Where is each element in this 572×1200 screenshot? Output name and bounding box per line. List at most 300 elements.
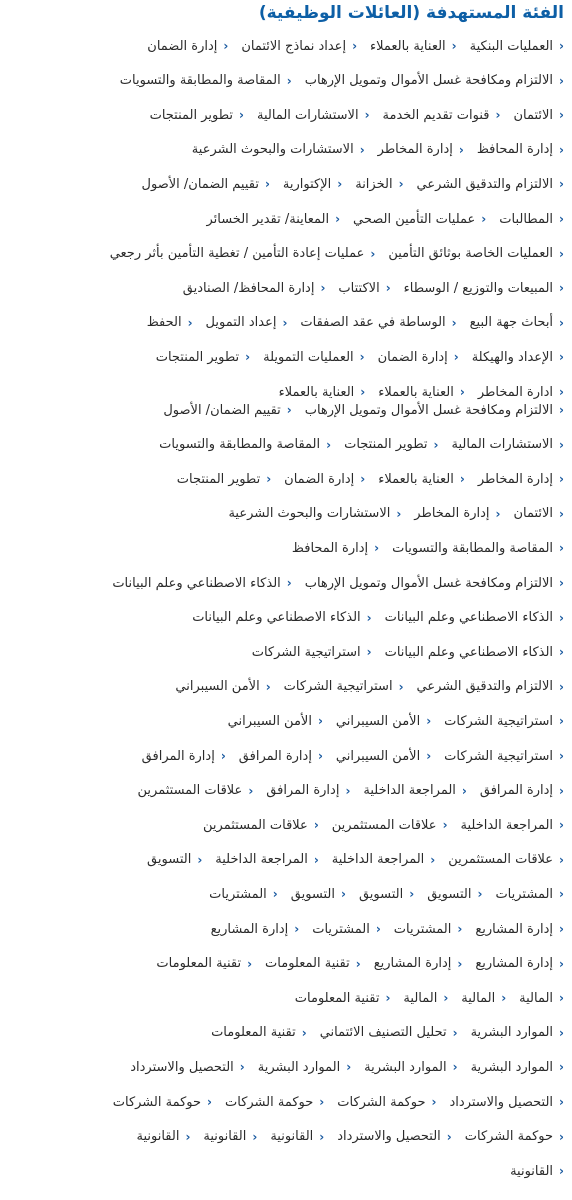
list-item — [470, 315, 564, 330]
list-row — [0, 1055, 564, 1079]
list-item-label: المطالبات — [499, 211, 554, 227]
list-item-label: تقنية المعلومات — [294, 990, 380, 1006]
list-item — [388, 246, 564, 261]
list-row — [0, 103, 564, 127]
chevron-left-icon: ‹ — [245, 350, 251, 365]
chevron-left-icon: ‹ — [319, 1095, 325, 1109]
list-item-label: إدارة المحافظ — [291, 540, 369, 556]
chevron-left-icon: ‹ — [559, 403, 564, 417]
list-row — [0, 69, 564, 93]
list-item-label: الائتمان — [513, 107, 554, 123]
list-item — [364, 1060, 457, 1075]
list-item-label: إدارة المرافق — [238, 748, 312, 764]
chevron-left-icon: ‹ — [559, 1129, 564, 1144]
list-item — [203, 818, 319, 833]
list-item — [336, 714, 431, 729]
list-item — [336, 749, 431, 764]
chevron-left-icon: ‹ — [559, 922, 564, 936]
list-item-label: تقنية المعلومات — [156, 956, 242, 972]
list-item-label: القانونية — [136, 1129, 180, 1145]
list-item — [300, 315, 456, 330]
list-row — [0, 242, 564, 266]
chevron-left-icon: ‹ — [559, 506, 564, 521]
list-item-label: إدارة المشاريع — [475, 921, 554, 937]
list-item — [385, 645, 564, 660]
chevron-left-icon: ‹ — [398, 177, 404, 192]
chevron-left-icon: ‹ — [442, 818, 448, 833]
list-item-label: إدارة المرافق — [141, 748, 215, 764]
list-item-label: حوكمة الشركات — [225, 1094, 314, 1110]
chevron-left-icon: ‹ — [559, 1095, 564, 1109]
chevron-left-icon: ‹ — [559, 887, 564, 902]
chevron-left-icon: ‹ — [559, 956, 564, 971]
chevron-left-icon: ‹ — [457, 922, 463, 936]
chevron-left-icon: ‹ — [385, 991, 391, 1006]
list-item — [414, 506, 500, 521]
chevron-left-icon: ‹ — [559, 783, 564, 798]
list-item — [156, 956, 252, 971]
chevron-left-icon: ‹ — [409, 887, 415, 902]
list-item — [378, 472, 465, 487]
list-item — [355, 177, 403, 192]
list-item-label: الائتمان — [513, 506, 554, 522]
list-row — [0, 744, 564, 768]
list-row — [0, 882, 564, 906]
list-item — [257, 108, 370, 123]
list-item-label: الموارد البشرية — [257, 1059, 341, 1075]
list-item-label: التسويق — [147, 852, 192, 868]
chevron-left-icon: ‹ — [364, 108, 370, 123]
chevron-left-icon: ‹ — [426, 714, 432, 729]
list-item-label: إدارة المحافظ — [476, 142, 554, 158]
list-item — [513, 506, 564, 521]
list-item — [417, 177, 564, 192]
list-item — [177, 472, 271, 487]
list-item — [147, 852, 202, 867]
list-item — [130, 1060, 245, 1075]
list-item — [385, 610, 564, 625]
list-row — [0, 34, 564, 58]
list-item — [444, 714, 564, 729]
list-item — [291, 887, 346, 902]
list-item — [136, 1129, 190, 1144]
list-item-label: الاستشارات والبحوث الشرعية — [228, 506, 391, 522]
list-item-label: التسويق — [290, 886, 336, 902]
chevron-left-icon: ‹ — [326, 437, 332, 452]
chevron-left-icon: ‹ — [559, 749, 564, 763]
list-item — [394, 922, 463, 937]
chevron-left-icon: ‹ — [345, 783, 351, 798]
list-item-label: المراجعة الداخلية — [215, 852, 308, 868]
list-item-label: استراتيجية الشركات — [251, 644, 361, 660]
list-item — [471, 1060, 564, 1075]
list-item-label: حوكمة الشركات — [337, 1094, 426, 1110]
list-row — [0, 709, 564, 733]
list-row — [0, 1125, 564, 1149]
list-item — [359, 887, 414, 902]
chevron-left-icon: ‹ — [252, 1129, 258, 1144]
chevron-left-icon: ‹ — [248, 783, 254, 798]
list-item — [383, 108, 501, 123]
list-row — [0, 536, 564, 560]
list-item — [378, 350, 459, 365]
list-item — [471, 1025, 564, 1040]
list-item — [225, 1095, 324, 1110]
list-item-label: العمليات التمويلة — [263, 349, 354, 365]
list-item-label: إدارة المرافق — [479, 783, 554, 799]
list-item — [404, 281, 564, 296]
list-row — [0, 571, 564, 595]
list-item — [305, 73, 564, 88]
list-item — [206, 315, 288, 330]
list-item — [211, 922, 300, 937]
list-item-label: إدارة الضمان — [377, 349, 448, 365]
list-item-label: إدارة الضمان — [147, 38, 218, 54]
list-item-label: إدارة المشاريع — [210, 921, 289, 937]
chevron-left-icon: ‹ — [247, 956, 253, 971]
list-item — [147, 315, 193, 330]
list-row — [0, 606, 564, 630]
list-row — [0, 640, 564, 664]
list-item — [175, 679, 270, 694]
chevron-left-icon: ‹ — [559, 576, 564, 590]
chevron-left-icon: ‹ — [433, 437, 439, 452]
chevron-left-icon: ‹ — [313, 818, 319, 833]
chevron-left-icon: ‹ — [495, 108, 501, 123]
list-item-label: العناية بالعملاء — [278, 384, 355, 400]
list-item — [183, 281, 326, 296]
list-item-label: تقييم الضمان/ الأصول — [141, 176, 259, 192]
chevron-left-icon: ‹ — [559, 645, 564, 660]
list-row — [0, 1159, 564, 1183]
list-item-label: تطوير المنتجات — [149, 107, 234, 123]
list-item — [258, 1060, 351, 1075]
list-item — [477, 142, 564, 157]
list-item-label: الأمن السيبراني — [175, 679, 260, 695]
list-item — [211, 1025, 307, 1040]
list-item — [284, 679, 404, 694]
chevron-left-icon: ‹ — [559, 1164, 564, 1179]
list-item-label: المشتريات — [312, 921, 370, 937]
list-item-label: التحصيل والاسترداد — [337, 1129, 441, 1145]
list-item-label: التسويق — [358, 886, 404, 902]
list-item-label: إدارة المحافظ/ الصناديق — [182, 280, 315, 296]
chevron-left-icon: ‹ — [559, 714, 564, 729]
chevron-left-icon: ‹ — [453, 350, 459, 365]
chevron-left-icon: ‹ — [446, 1129, 452, 1144]
list-item-label: الأمن السيبراني — [227, 713, 312, 729]
list-item — [450, 1095, 565, 1110]
list-item-label: القانونية — [270, 1129, 314, 1145]
list-item-label: الاستشارات المالية — [451, 437, 554, 453]
chevron-left-icon: ‹ — [495, 506, 501, 521]
list-item-label: الالتزام ومكافحة غسل الأموال وتمويل الإرهاب — [304, 73, 554, 89]
chevron-left-icon: ‹ — [559, 212, 564, 226]
list-item — [344, 437, 438, 452]
list-row — [0, 467, 564, 491]
list-item-label: الالتزام ومكافحة غسل الأموال وتمويل الإرهاب — [304, 402, 554, 418]
chevron-left-icon: ‹ — [559, 610, 564, 625]
list-item — [142, 749, 226, 764]
list-item-label: الذكاء الاصطناعي وعلم البيانات — [384, 610, 554, 626]
list-item — [478, 472, 564, 487]
chevron-left-icon: ‹ — [559, 679, 564, 694]
chevron-left-icon: ‹ — [239, 1060, 245, 1075]
list-item — [263, 350, 365, 365]
chevron-left-icon: ‹ — [352, 39, 358, 53]
list-item-label: إدارة المخاطر — [377, 142, 453, 158]
chevron-left-icon: ‹ — [239, 108, 244, 123]
chevron-left-icon: ‹ — [207, 1095, 212, 1109]
list-item — [510, 1164, 564, 1179]
list-item — [156, 350, 250, 365]
list-item-label: المعاينة/ تقدير الخسائر — [206, 211, 330, 227]
list-item — [206, 212, 340, 227]
list-item-label: الالتزام والتدقيق الشرعي — [416, 679, 554, 695]
list-item-label: إعداد التمويل — [205, 315, 277, 331]
list-item — [513, 108, 564, 123]
list-item — [353, 212, 486, 227]
list-item — [228, 714, 323, 729]
chevron-left-icon: ‹ — [197, 852, 203, 867]
chevron-left-icon: ‹ — [264, 177, 270, 192]
list-item-label: المشتريات — [495, 886, 554, 902]
chevron-left-icon: ‹ — [375, 922, 381, 936]
chevron-left-icon: ‹ — [374, 541, 380, 556]
list-item — [215, 852, 318, 867]
chevron-left-icon: ‹ — [360, 472, 366, 487]
chevron-left-icon: ‹ — [320, 281, 326, 296]
list-item-label: العناية بالعملاء — [370, 38, 446, 54]
list-item — [332, 818, 448, 833]
list-item — [239, 749, 323, 764]
list-item — [120, 73, 292, 88]
list-item-label: الاستشارات والبحوث الشرعية — [191, 142, 354, 158]
list-item — [475, 922, 564, 937]
list-item — [403, 991, 448, 1006]
chevron-left-icon: ‹ — [313, 852, 319, 867]
list-item — [284, 472, 365, 487]
list-item-label: التحصيل والاسترداد — [130, 1059, 234, 1075]
list-item — [203, 1129, 257, 1144]
chevron-left-icon: ‹ — [265, 679, 271, 694]
list-item-label: المالية — [403, 990, 438, 1006]
list-item-label: الموارد البشرية — [470, 1025, 554, 1041]
chevron-left-icon: ‹ — [220, 749, 226, 763]
list-row — [0, 848, 564, 872]
list-item-label: الموارد البشرية — [364, 1059, 447, 1075]
chevron-left-icon: ‹ — [559, 385, 564, 399]
list-item-label: إدارة الضمان — [284, 471, 355, 487]
chevron-left-icon: ‹ — [370, 246, 376, 261]
chevron-left-icon: ‹ — [452, 1025, 458, 1040]
list-item-label: المقاصة والمطابقة والتسويات — [392, 540, 554, 556]
list-item — [113, 1095, 212, 1110]
list-row — [0, 207, 564, 231]
section-title: الفئة المستهدفة (العائلات الوظيفية) — [258, 3, 564, 23]
list-item — [159, 437, 331, 452]
list-item-label: المقاصة والمطابقة والتسويات — [119, 73, 281, 89]
list-item-label: الأمن السيبراني — [335, 713, 421, 729]
list-item — [519, 991, 564, 1006]
list-item — [472, 350, 564, 365]
list-item-label: عمليات إعادة التأمين / تغطية التأمين بأثر رجعي — [109, 246, 365, 262]
list-row — [0, 345, 564, 369]
chevron-left-icon: ‹ — [185, 1129, 191, 1144]
list-item — [461, 818, 564, 833]
list-item — [150, 108, 244, 123]
list-item-label: علاقات المستثمرين — [448, 852, 554, 868]
list-item-label: استراتيجية الشركات — [444, 748, 554, 764]
chevron-left-icon: ‹ — [396, 506, 402, 521]
chevron-left-icon: ‹ — [430, 852, 436, 867]
list-row — [0, 398, 564, 422]
chevron-left-icon: ‹ — [559, 246, 564, 261]
list-item — [266, 783, 350, 798]
chevron-left-icon: ‹ — [452, 1060, 458, 1075]
list-item — [209, 887, 278, 902]
list-item-label: حوكمة الشركات — [464, 1129, 554, 1145]
chevron-left-icon: ‹ — [366, 645, 372, 660]
chevron-left-icon: ‹ — [223, 39, 229, 53]
list-item-label: المالية — [461, 990, 496, 1006]
chevron-left-icon: ‹ — [272, 887, 278, 902]
list-item-label: المالية — [519, 990, 554, 1006]
list-row — [0, 952, 564, 976]
chevron-left-icon: ‹ — [359, 142, 365, 157]
list-item — [110, 246, 376, 261]
list-item-label: الذكاء الاصطناعي وعلم البيانات — [384, 644, 554, 660]
list-item-label: عمليات التأمين الصحي — [353, 211, 476, 227]
list-item-label: تحليل التصنيف الائتماني — [319, 1025, 447, 1041]
list-item-label: التحصيل والاسترداد — [449, 1094, 554, 1110]
list-item — [451, 437, 564, 452]
chevron-left-icon: ‹ — [501, 991, 507, 1006]
chevron-left-icon: ‹ — [317, 714, 323, 729]
list-item-label: إدارة المخاطر — [414, 506, 490, 522]
chevron-left-icon: ‹ — [559, 991, 564, 1006]
list-item-label: تطوير المنتجات — [344, 437, 428, 453]
list-item — [475, 956, 564, 971]
list-item-label: حوكمة الشركات — [112, 1094, 202, 1110]
chevron-left-icon: ‹ — [317, 749, 323, 763]
chevron-left-icon: ‹ — [451, 315, 457, 330]
list-row — [0, 138, 564, 162]
chevron-left-icon: ‹ — [559, 315, 564, 330]
list-item — [228, 506, 401, 521]
list-item-label: الالتزام والتدقيق الشرعي — [416, 176, 554, 192]
list-row — [0, 675, 564, 699]
chevron-left-icon: ‹ — [559, 108, 564, 123]
list-item-label: إدارة المرافق — [266, 783, 340, 799]
list-item-label: الإكتوارية — [282, 176, 332, 192]
list-item-label: الحفظ — [146, 315, 182, 331]
list-item — [138, 783, 254, 798]
list-item-label: العناية بالعملاء — [378, 471, 454, 487]
list-item — [270, 1129, 324, 1144]
list-row — [0, 1021, 564, 1045]
list-item-label: تطوير المنتجات — [176, 471, 261, 487]
list-item — [470, 39, 564, 54]
chevron-left-icon: ‹ — [559, 437, 564, 452]
chevron-left-icon: ‹ — [458, 142, 464, 157]
chevron-left-icon: ‹ — [559, 39, 564, 53]
list-item-label: علاقات المستثمرين — [331, 817, 437, 833]
chevron-left-icon: ‹ — [559, 142, 564, 157]
list-item-label: الالتزام ومكافحة غسل الأموال وتمويل الإرهاب — [304, 575, 554, 591]
list-item-label: العناية بالعملاء — [378, 384, 454, 400]
list-item — [337, 1095, 436, 1110]
chevron-left-icon: ‹ — [355, 956, 361, 971]
chevron-left-icon: ‹ — [286, 403, 292, 417]
list-item-label: إدارة المشاريع — [475, 956, 554, 972]
list-item-label: المراجعة الداخلية — [460, 817, 554, 833]
chevron-left-icon: ‹ — [341, 887, 346, 902]
chevron-left-icon: ‹ — [346, 1060, 352, 1075]
list-item-label: تقنية المعلومات — [265, 956, 350, 972]
list-item — [252, 645, 372, 660]
chevron-left-icon: ‹ — [459, 385, 465, 399]
list-item-label: المراجعة الداخلية — [331, 852, 425, 868]
chevron-left-icon: ‹ — [559, 818, 564, 833]
list-item-label: علاقات المستثمرين — [203, 817, 308, 833]
chevron-left-icon: ‹ — [461, 783, 467, 798]
list-row — [0, 172, 564, 196]
chevron-left-icon: ‹ — [559, 541, 564, 556]
list-item-label: العمليات الخاصة بوثائق التأمين — [388, 246, 554, 262]
list-row — [0, 311, 564, 335]
list-item — [192, 610, 371, 625]
list-item-label: إعداد نماذج الائتمان — [241, 38, 347, 54]
chevron-left-icon: ‹ — [459, 472, 465, 487]
chevron-left-icon: ‹ — [559, 281, 564, 296]
chevron-left-icon: ‹ — [286, 576, 292, 590]
chevron-left-icon: ‹ — [559, 1060, 564, 1075]
list-item — [283, 177, 342, 192]
list-item-label: المشتريات — [393, 921, 452, 937]
list-row — [0, 986, 564, 1010]
chevron-left-icon: ‹ — [187, 315, 193, 330]
list-item-label: المراجعة الداخلية — [363, 783, 456, 799]
list-item — [480, 783, 564, 798]
list-row — [0, 813, 564, 837]
list-item-label: القانونية — [510, 1163, 554, 1179]
list-item-label: استراتيجية الشركات — [444, 713, 554, 729]
list-item — [499, 212, 564, 227]
list-item-label: الإعداد والهيكلة — [471, 349, 554, 365]
chevron-left-icon: ‹ — [477, 887, 483, 902]
list-row — [0, 502, 564, 526]
list-item — [265, 956, 361, 971]
list-item — [461, 991, 506, 1006]
chevron-left-icon: ‹ — [443, 991, 449, 1006]
chevron-left-icon: ‹ — [360, 385, 366, 399]
list-item-label: الذكاء الاصطناعي وعلم البيانات — [112, 575, 281, 591]
chevron-left-icon: ‹ — [426, 749, 432, 763]
chevron-left-icon: ‹ — [457, 956, 463, 971]
chevron-left-icon: ‹ — [559, 73, 564, 88]
list-item — [332, 852, 435, 867]
list-item-label: تطوير المنتجات — [155, 349, 240, 365]
chevron-left-icon: ‹ — [282, 315, 288, 330]
list-item-label: التسويق — [427, 886, 472, 902]
chevron-left-icon: ‹ — [559, 177, 564, 192]
list-item — [163, 403, 291, 418]
chevron-left-icon: ‹ — [398, 679, 404, 694]
list-item — [374, 956, 463, 971]
list-item-label: قنوات تقديم الخدمة — [382, 107, 490, 123]
list-item — [192, 142, 365, 157]
